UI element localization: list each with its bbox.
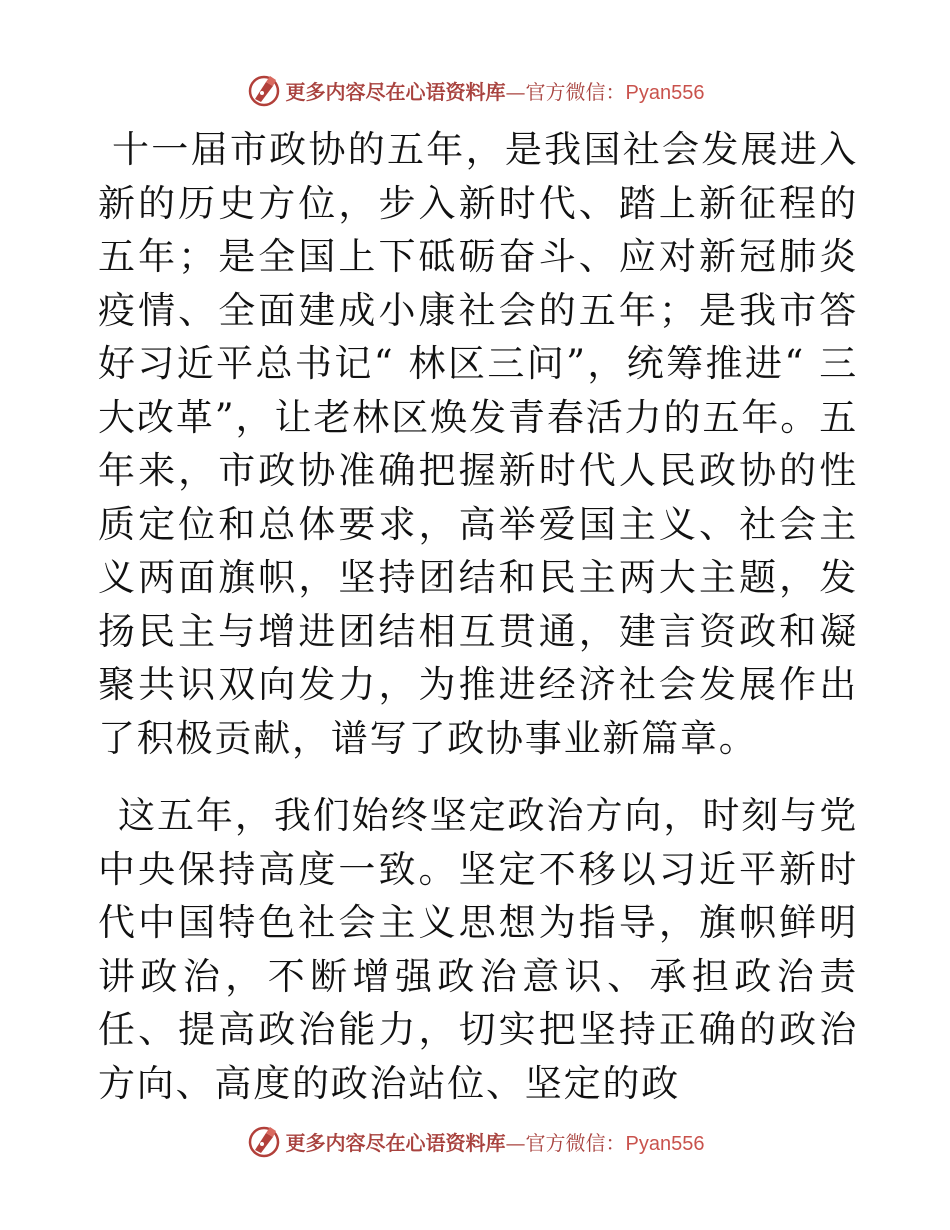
document-body [98, 123, 858, 1110]
paragraph-1: 十一届市政协的五年，是我国社会发展进入新的历史方位，步入新时代、踏上新征程的五年；是全国上下砥砺奋斗、应对新冠肺炎疫情、全面建成小康社会的五年；是我市答好习近平总书记“ 林区三问”，统筹推进“ 三大改革”，让老林区焕发青春活力的五年。五年来，市政协准确把握新时代人民政协的性质定位和总体要求，高举爱国主义、社会主义两面旗帜，坚持团结和民主两大主题，发扬民主与增进团结相互贯通，建言资政和凝聚共识双向发力，为推进经济社会发展作出了积极贡献，谱写了政协事业新篇章。 [98, 128, 858, 760]
wechat-label: 官方微信： [525, 79, 626, 104]
header-banner [0, 70, 950, 110]
wechat-id: Pyan556 [625, 1132, 705, 1155]
wechat-id: Pyan556 [625, 81, 705, 104]
banner-separator: — [505, 1130, 526, 1155]
pen-nib-logo-icon [246, 1123, 282, 1159]
footer-banner [0, 1121, 950, 1161]
banner-text [286, 76, 705, 105]
wechat-label: 官方微信： [525, 1130, 626, 1155]
banner-text [286, 1127, 705, 1156]
banner-slogan: 更多内容尽在心语资料库 [285, 1130, 506, 1155]
pen-nib-logo-icon [246, 72, 282, 108]
paragraph-2: 这五年，我们始终坚定政治方向，时刻与党中央保持高度一致。坚定不移以习近平新时代中国特色社会主义思想为指导，旗帜鲜明讲政治，不断增强政治意识、承担政治责任、提高政治能力，切实把坚持正确的政治方向、高度的政治站位、坚定的政 [98, 794, 858, 1105]
banner-slogan: 更多内容尽在心语资料库 [285, 79, 506, 104]
banner-separator: — [505, 79, 526, 104]
